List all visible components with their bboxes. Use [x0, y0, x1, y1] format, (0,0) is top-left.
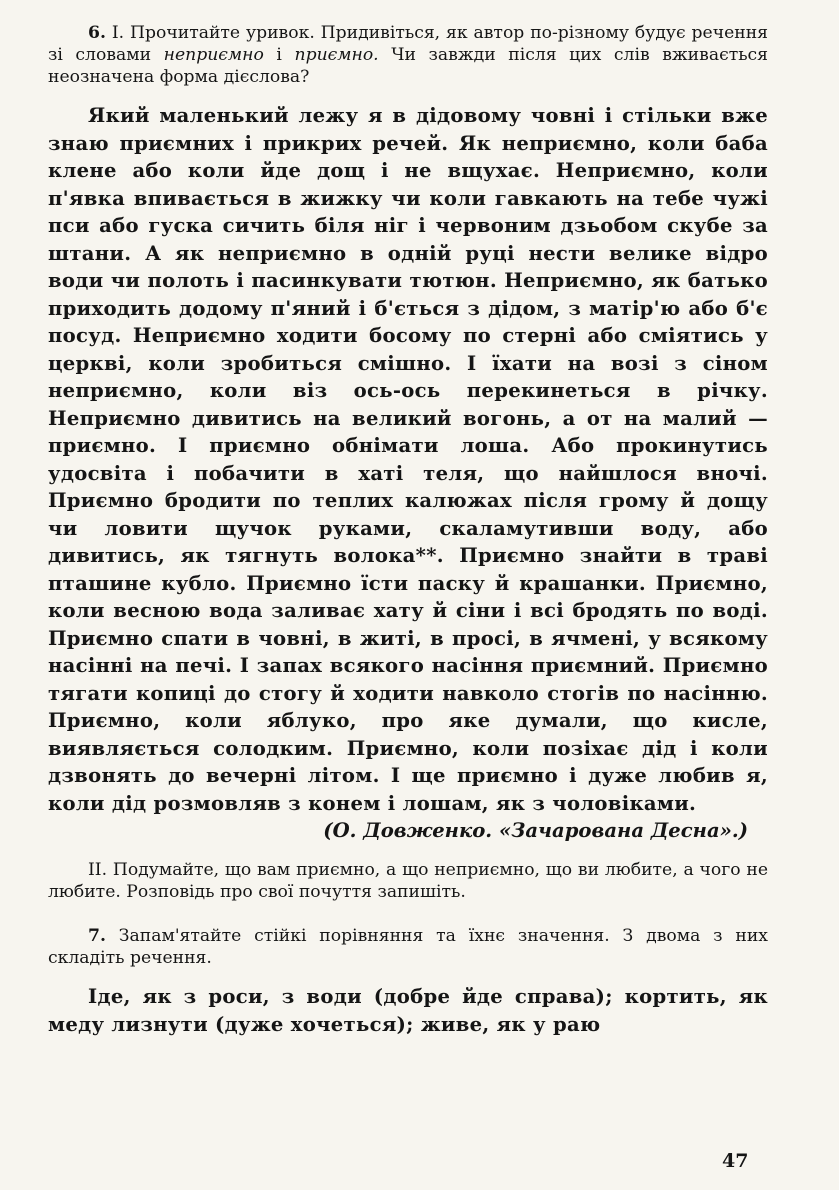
part-2-text: Подумайте, що вам приємно, а що неприємно, що ви любите, а чого не любите. Розповідь про свої почуття запишіть.	[48, 860, 768, 902]
part-label: II.	[88, 860, 108, 880]
instruction-text: Прочитайте уривок. Придивіться, як автор по-різному будує речення зі словами	[48, 23, 768, 65]
task-number: 7.	[88, 926, 106, 946]
keyword-pleasant: приємно.	[294, 45, 379, 65]
similes-text: Іде, як з роси, з води (добре йде справа); кортить, як меду лизнути (дуже хочеться); живе, як у раю	[48, 985, 768, 1036]
textbook-page	[48, 22, 768, 1038]
similes-list	[48, 983, 768, 1038]
task-number: 6.	[88, 23, 106, 43]
task-6-instruction	[48, 22, 768, 88]
excerpt-text: Який маленький лежу я в дідовому човні і стільки вже знаю приємних і прикрих речей. Як неприємно, коли баба клене або коли йде дощ і не вщухає. Неприємно, коли п'явка впивається в жижку чи коли гавкають на тебе чужі пси або гуска сичить біля ніг і червоним дзьобом скубе за штани. А як неприємно в одній руці нести велике відро води чи полоть і пасинкувати тютюн. Неприємно, як батько приходить додому п'яний і б'ється з дідом, з матір'ю або б'є посуд. Неприємно ходити босому по стерні або сміятись у церкві, коли зробиться смішно. І їхати на возі з сіном неприємно, коли віз ось-ось перекинеться в річку. Неприємно дивитись на великий вогонь, а от на малий — приємно. І приємно обнімати лоша. Або прокинутись удосвіта і побачити в хаті теля, що найшлося вночі. Приємно бродити по теплих калюжах після грому й дощу чи ловити щучок руками, скаламутивши воду, або дивитись, як тягнуть волока**. Приємно знайти в траві пташине кубло. Приємно їсти паску й крашанки. Приємно, коли весною вода заливає хату й сіни і всі бродять по воді. Приємно спати в човні, в житі, в просі, в ячмені, у всякому насінні на печі. І запах всякого насіння приємний. Приємно тягати копиці до стогу й ходити навколо стогів по насінню. Приємно, коли яблуко, про яке думали, що кисле, виявляється солодким. Приємно, коли позіхає дід і коли дзвонять до вечерні літом. І ще приємно і дуже любив я, коли дід розмовляв з конем і лошам, як з чоловіками.	[48, 104, 768, 815]
task-7-instruction	[48, 925, 768, 969]
keyword-unpleasant: неприємно	[163, 45, 264, 65]
excerpt-source: (О. Довженко. «Зачарована Десна».)	[323, 819, 748, 842]
conjunction: і	[276, 45, 282, 65]
task-6-part-2	[48, 859, 768, 903]
part-label: I.	[111, 23, 125, 43]
literary-excerpt	[48, 102, 768, 817]
page-number: 47	[722, 1150, 749, 1172]
task-7-text: Запам'ятайте стійкі порівняння та їхнє значення. З двома з них складіть речення.	[48, 926, 768, 968]
instruction-question: Чи завжди після цих слів вживається неозначена форма дієслова?	[48, 45, 769, 87]
